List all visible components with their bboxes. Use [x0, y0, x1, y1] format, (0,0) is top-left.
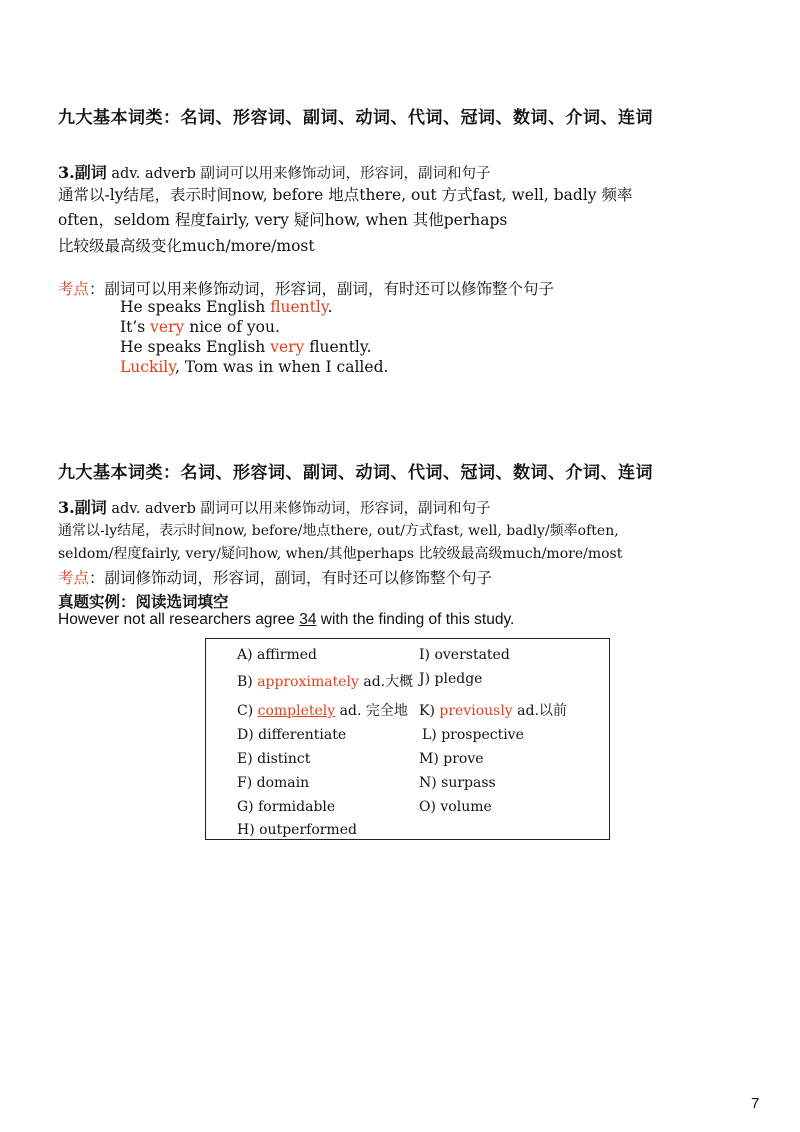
- option-c-word: completely: [257, 703, 336, 719]
- option-g: G) formidable: [237, 799, 336, 815]
- option-o: O) volume: [419, 799, 492, 815]
- option-l: L) prospective: [422, 727, 524, 743]
- option-d: D) differentiate: [237, 727, 347, 743]
- option-k-letter: K): [419, 703, 440, 719]
- word-bank-box: [205, 638, 610, 840]
- section2-heading: 九大基本词类：名词、形容词、副词、动词、代词、冠词、数词、介词、连词: [58, 463, 653, 483]
- option-j: J) pledge: [419, 671, 483, 687]
- adverb-number-title: 3.副词: [58, 163, 107, 182]
- option-c-note: ad. 完全地: [335, 703, 408, 719]
- section1-line3: 比较级最高级变化much/more/most: [58, 237, 315, 255]
- ex4-highlight: Luckily: [120, 358, 175, 376]
- example-sentence-3: [120, 338, 372, 356]
- section1-heading: 九大基本词类：名词、形容词、副词、动词、代词、冠词、数词、介词、连词: [58, 108, 653, 128]
- option-b: [237, 671, 413, 691]
- ex2-pre: It’s: [120, 318, 151, 336]
- section1-adverb-title: [58, 160, 490, 183]
- section2-kaodian: [58, 566, 492, 588]
- ex3-highlight: very: [270, 338, 305, 356]
- sentence-blank-number: 34: [299, 611, 317, 628]
- option-b-note: ad.大概: [358, 674, 414, 690]
- ex3-post: fluently.: [304, 338, 372, 356]
- ex1-post: .: [327, 298, 333, 316]
- adverb-definition-2: adv. adverb 副词可以用来修饰动词，形容词，副词和句子: [106, 501, 491, 517]
- kaodian-label: 考点: [58, 280, 90, 298]
- option-n: N) surpass: [419, 775, 496, 791]
- exam-sentence: [58, 611, 514, 629]
- example-sentence-4: [120, 358, 388, 376]
- kaodian-text: ：副词可以用来修饰动词，形容词，副词，有时还可以修饰整个句子: [89, 280, 555, 298]
- sentence-post: with the finding of this study.: [316, 611, 515, 628]
- option-i: I) overstated: [419, 647, 510, 663]
- ex2-post: nice of you.: [184, 318, 280, 336]
- option-k: [419, 700, 567, 720]
- section1-line1: 通常以-ly结尾，表示时间now, before 地点there, out 方式fast, well, badly 频率: [58, 186, 633, 204]
- option-h: H) outperformed: [237, 822, 357, 838]
- kaodian-text-2: ：副词修饰动词，形容词，副词，有时还可以修饰整个句子: [89, 569, 493, 587]
- section2-line2: seldom/程度fairly, very/疑问how, when/其他perhaps 比较级最高级much/more/most: [58, 546, 623, 562]
- section2-adverb-title: [58, 495, 490, 518]
- option-k-note: ad.以前: [512, 703, 567, 719]
- ex1-highlight: fluently: [270, 298, 328, 316]
- section1-kaodian: [58, 277, 554, 299]
- ex4-post: , Tom was in when I called.: [174, 358, 389, 376]
- option-b-letter: B): [237, 674, 258, 690]
- option-a: A) affirmed: [237, 647, 318, 663]
- option-c: [237, 700, 408, 720]
- option-e: E) distinct: [237, 751, 311, 767]
- kaodian-label-2: 考点: [58, 569, 90, 587]
- ex1-pre: He speaks English: [120, 298, 271, 316]
- option-b-word: approximately: [257, 674, 359, 690]
- adverb-number-title-2: 3.副词: [58, 498, 107, 517]
- ex2-highlight: very: [150, 318, 185, 336]
- example-sentence-2: [120, 318, 280, 336]
- option-f: F) domain: [237, 775, 310, 791]
- option-c-letter: C): [237, 703, 258, 719]
- ex3-pre: He speaks English: [120, 338, 271, 356]
- page-number: 7: [751, 1095, 760, 1112]
- option-m: M) prove: [419, 751, 484, 767]
- section1-line2: often，seldom 程度fairly, very 疑问how, when 其他perhaps: [58, 211, 508, 229]
- example-sentence-1: [120, 298, 333, 316]
- adverb-definition: adv. adverb 副词可以用来修饰动词，形容词，副词和句子: [106, 166, 491, 182]
- sentence-pre: However not all researchers agree: [58, 611, 300, 628]
- option-k-word: previously: [439, 703, 513, 719]
- section2-line1: 通常以-ly结尾，表示时间now, before/地点there, out/方式fast, well, badly/频率often,: [58, 523, 619, 539]
- example-heading: 真题实例：阅读选词填空: [58, 592, 229, 611]
